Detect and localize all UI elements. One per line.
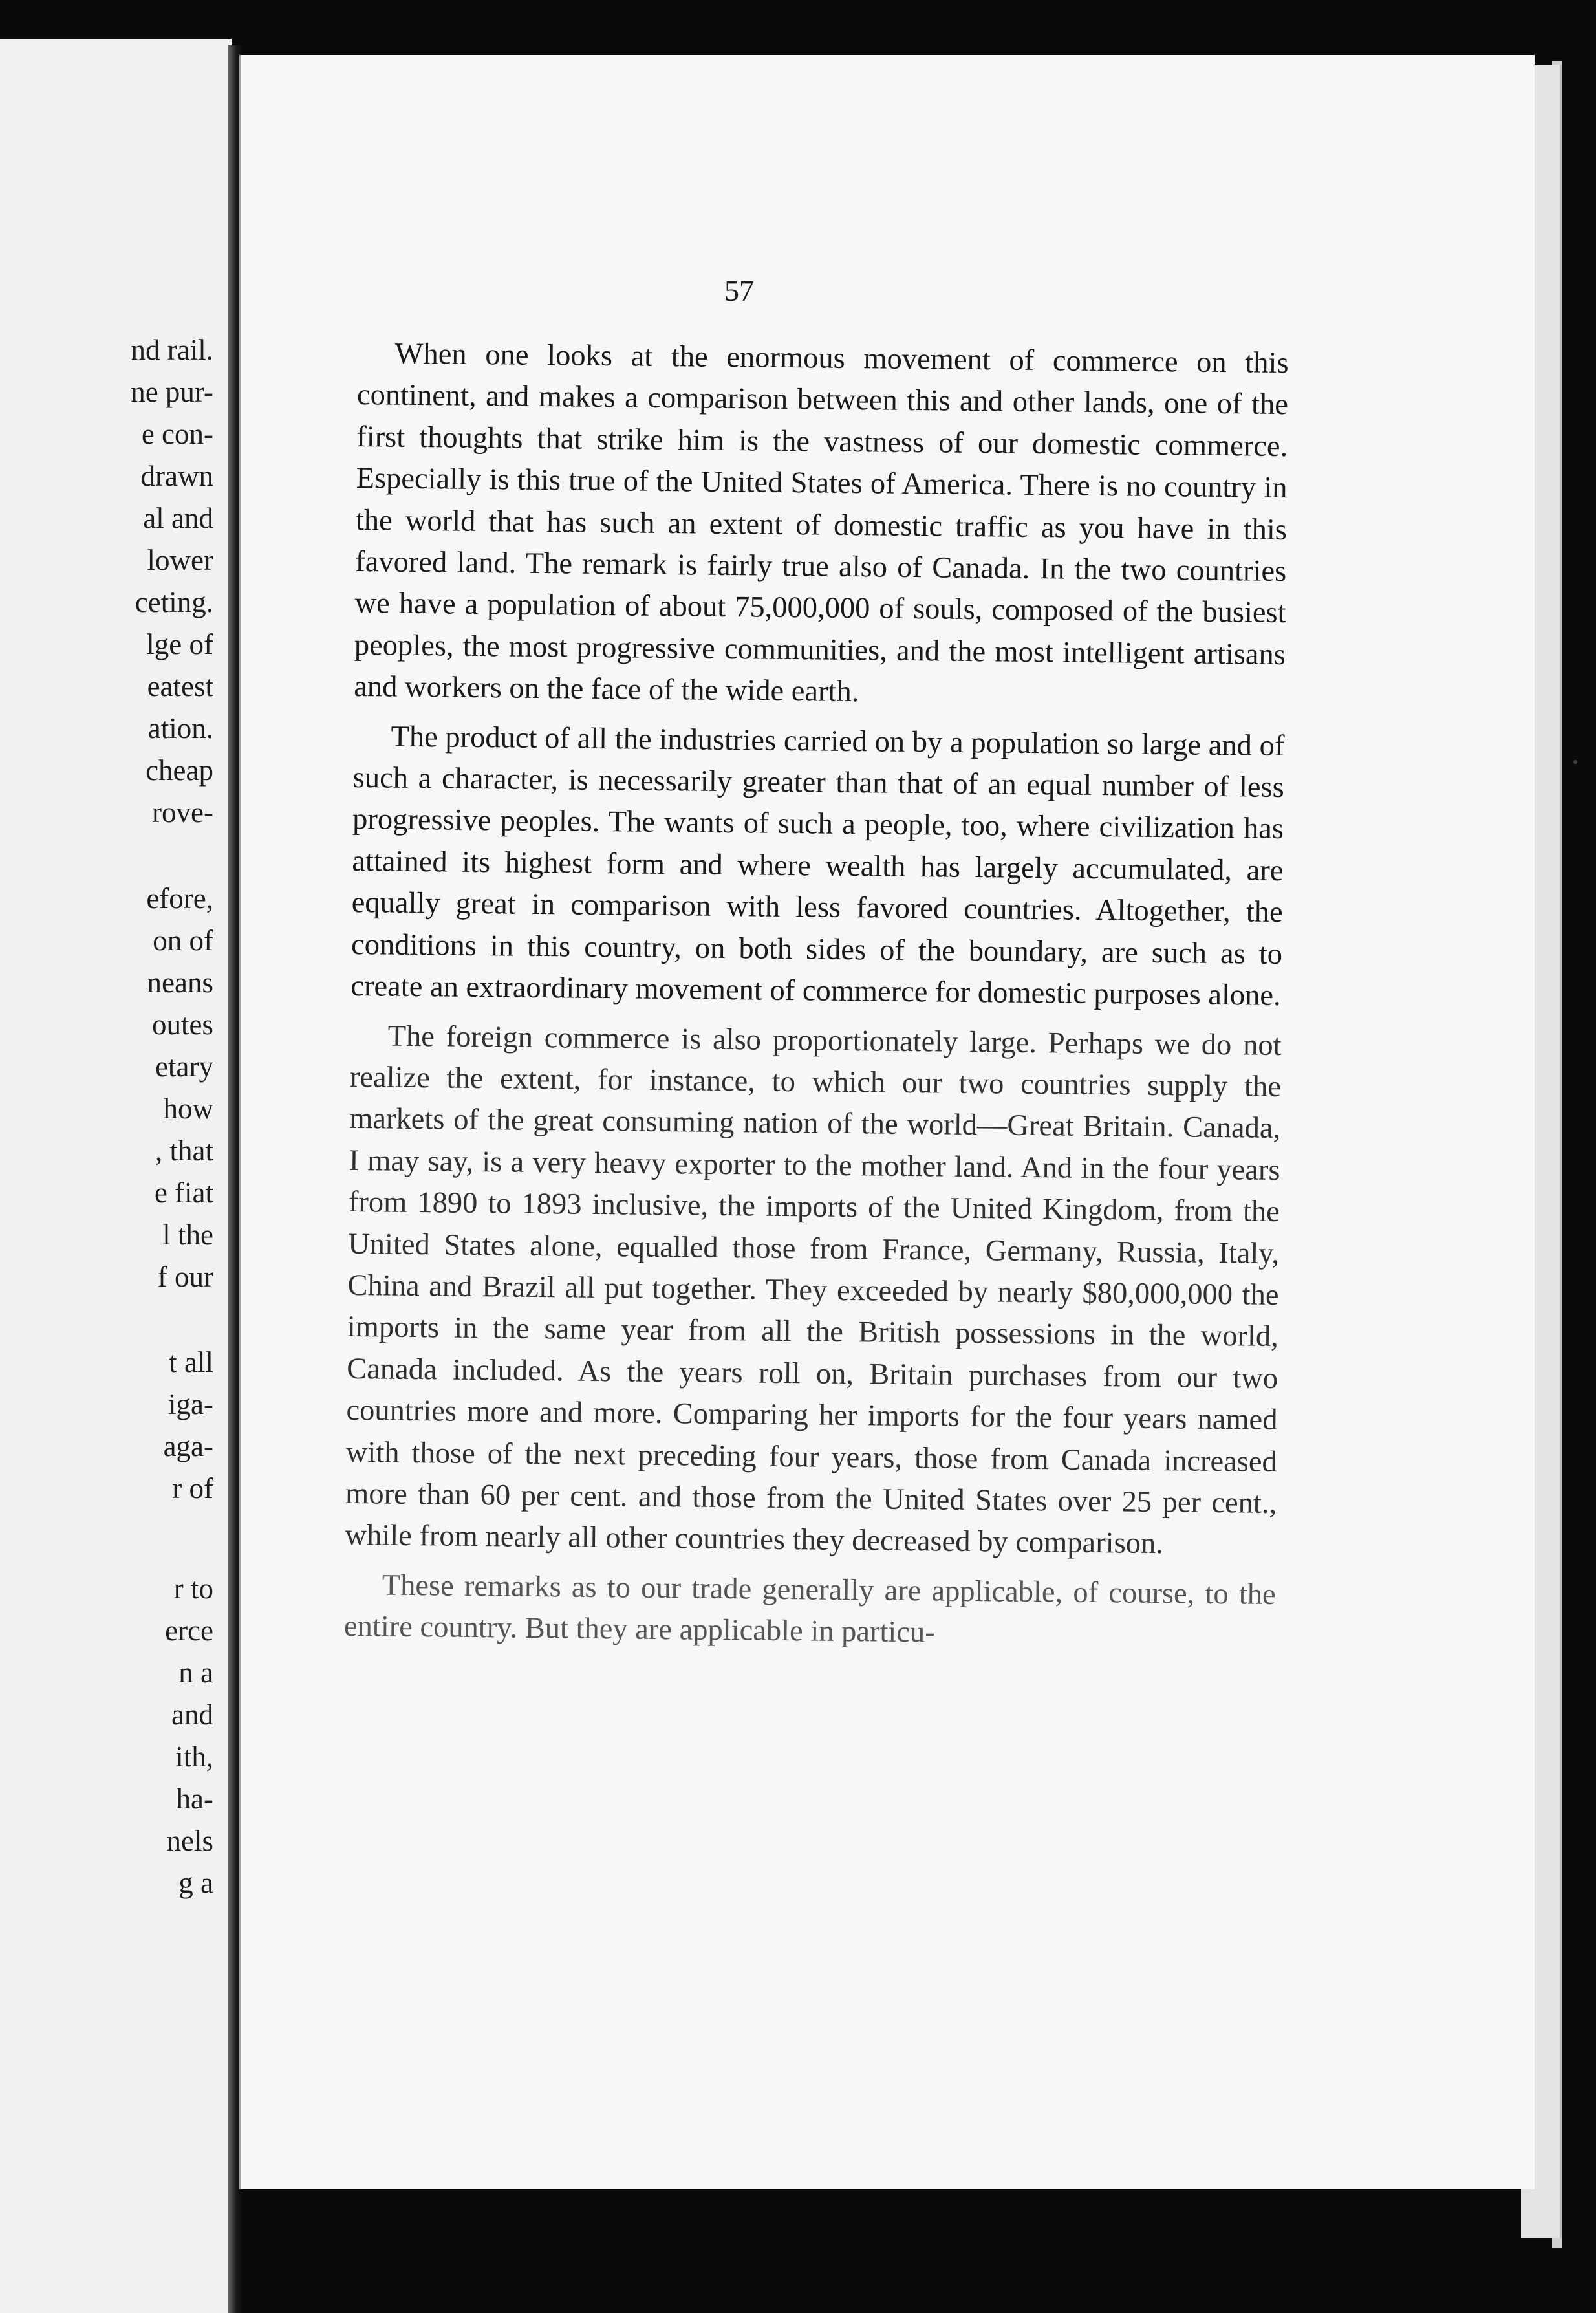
page-body-text [344, 333, 1289, 1666]
left-page-line: etary [155, 1050, 213, 1083]
left-page-line: on of [153, 924, 213, 957]
left-page-line: r to [173, 1572, 213, 1605]
left-page-line: n a [178, 1656, 213, 1689]
paragraph: These remarks as to our trade generally are applicable, of course, to the entire country. But they are applicable in particu- [343, 1569, 1276, 1649]
left-page-line: l the [162, 1219, 213, 1251]
left-page-line: ation. [147, 712, 213, 744]
right-page [239, 55, 1535, 2189]
print-speck [1573, 760, 1577, 764]
left-page-line: neans [147, 966, 213, 999]
left-facing-page [0, 39, 232, 2313]
left-page-line: t all [169, 1346, 213, 1378]
left-page-line: g a [178, 1867, 213, 1899]
left-page-line: and [171, 1699, 213, 1731]
left-page-line: rove- [152, 796, 213, 829]
paragraph: The foreign commerce is also proportionately large. Perhaps we do not realize the extent, for instance, to which our two countries supply the markets of the great consuming nation of the world—Great Britain. Canada, I may say, is a very heavy exporter to the mother land. And in the four years from 1890 to 1893 inclusive, the imports of the United Kingdom, from the United States alone, equalled those from France, Germany, Russia, Italy, China and Brazil all put together. They exceeded by nearly $80,000,000 the imports in the same year from all the British possessions in the world, Canada included. As the years roll on, Britain purchases from our two countries more and more. Comparing her imports for the four years named with those of the next preceding four years, those from Canada increased more than 60 per cent. and those from the United States over 25 per cent., while from nearly all other countries they decreased by comparison. [345, 1019, 1282, 1561]
left-page-line: cheap [146, 754, 213, 787]
left-page-line: ith, [175, 1741, 213, 1773]
left-page-line: r of [172, 1472, 213, 1504]
left-page-line: ha- [176, 1783, 213, 1815]
left-page-line: lge of [146, 628, 213, 660]
left-page-line: e fiat [154, 1177, 213, 1209]
left-page-line: , that [155, 1135, 213, 1167]
left-page-line: iga- [168, 1388, 213, 1420]
left-page-line: aga- [163, 1430, 213, 1462]
left-page-line: e con- [141, 418, 213, 450]
left-page-line: al and [143, 502, 213, 534]
left-page-line: lower [147, 544, 213, 576]
left-page-line: eatest [147, 670, 213, 702]
left-page-line: outes [152, 1008, 213, 1041]
left-page-line: efore, [146, 882, 213, 915]
left-page-line: ne pur- [131, 376, 213, 408]
left-page-line: nd rail. [131, 334, 213, 366]
left-page-line: f our [157, 1261, 213, 1293]
paragraph: When one looks at the enormous movement of commerce on this continent, and makes a comparison between this and other lands, one of the first thoughts that strike him is the vastness of our domestic commerce. Especially is this true of the United States of America. There is no country in the world that has such an extent of domestic traffic as you have in this favored land. The remark is fairly true also of Canada. In the two countries we have a population of about 75,000,000 of souls, composed of the busiest peoples, the most progressive communities, and the most intelligent artisans and workers on the face of the wide earth. [354, 337, 1289, 709]
left-page-line: drawn [140, 460, 213, 492]
left-page-line: erce [165, 1614, 213, 1647]
left-page-line: nels [166, 1825, 213, 1857]
left-page-line: ceting. [135, 586, 213, 618]
left-page-line: how [163, 1092, 213, 1125]
paragraph: The product of all the industries carried on by a population so large and of such a character, is necessarily greater than that of an equal number of less progressive peoples. The wants of such a people, too, where civilization has attained its highest form and where wealth has largely accumulated, are equally great in comparison with less favored countries. Altogether, the conditions in this country, on both sides of the boundary, are such as to create an extraordinary movement of commerce for domestic purposes alone. [350, 720, 1285, 1013]
page-number: 57 [724, 274, 754, 307]
